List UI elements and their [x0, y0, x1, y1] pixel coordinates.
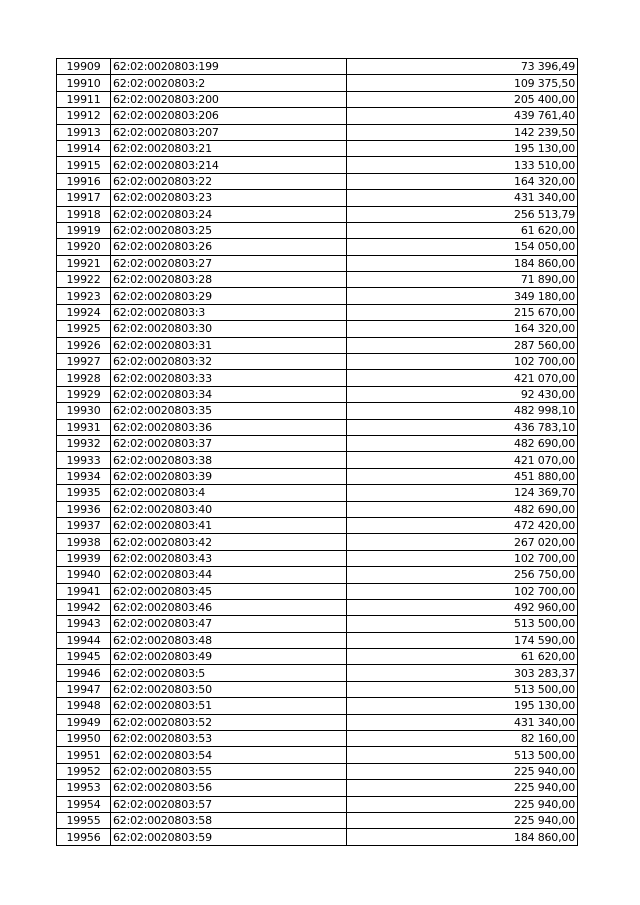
row-number: 19934: [57, 468, 111, 484]
table-row: [57, 222, 578, 238]
table-row: [57, 272, 578, 288]
cadastral-value: 184 860,00: [347, 255, 578, 271]
table-row: [57, 91, 578, 107]
cadastral-number: 62:02:0020803:43: [111, 550, 347, 566]
cadastral-number: 62:02:0020803:33: [111, 370, 347, 386]
table-row: [57, 517, 578, 533]
cadastral-number: 62:02:0020803:46: [111, 599, 347, 615]
row-number: 19937: [57, 517, 111, 533]
table-row: [57, 59, 578, 75]
table-row: [57, 698, 578, 714]
table-row: [57, 255, 578, 271]
table-row: [57, 354, 578, 370]
cadastral-value: 482 690,00: [347, 501, 578, 517]
table-row: [57, 681, 578, 697]
cadastral-value: 225 940,00: [347, 796, 578, 812]
cadastral-value: 256 513,79: [347, 206, 578, 222]
table-row: [57, 485, 578, 501]
table-row: [57, 108, 578, 124]
table-row: [57, 599, 578, 615]
table-row: [57, 501, 578, 517]
table-row: [57, 468, 578, 484]
table-row: [57, 550, 578, 566]
row-number: 19947: [57, 681, 111, 697]
row-number: 19912: [57, 108, 111, 124]
row-number: 19940: [57, 567, 111, 583]
cadastral-value: 287 560,00: [347, 337, 578, 353]
row-number: 19949: [57, 714, 111, 730]
row-number: 19919: [57, 222, 111, 238]
cadastral-value: 421 070,00: [347, 370, 578, 386]
cadastral-number: 62:02:0020803:41: [111, 517, 347, 533]
row-number: 19927: [57, 354, 111, 370]
cadastral-number: 62:02:0020803:23: [111, 190, 347, 206]
row-number: 19945: [57, 649, 111, 665]
table-row: [57, 370, 578, 386]
table-row: [57, 386, 578, 402]
cadastral-value: 154 050,00: [347, 239, 578, 255]
cadastral-number: 62:02:0020803:50: [111, 681, 347, 697]
cadastral-value: 71 890,00: [347, 272, 578, 288]
cadastral-value: 124 369,70: [347, 485, 578, 501]
row-number: 19950: [57, 731, 111, 747]
cadastral-number: 62:02:0020803:27: [111, 255, 347, 271]
table-row: [57, 731, 578, 747]
cadastral-number: 62:02:0020803:21: [111, 140, 347, 156]
row-number: 19914: [57, 140, 111, 156]
cadastral-value: 267 020,00: [347, 534, 578, 550]
cadastral-value: 225 940,00: [347, 780, 578, 796]
table-row: [57, 403, 578, 419]
row-number: 19917: [57, 190, 111, 206]
cadastral-number: 62:02:0020803:49: [111, 649, 347, 665]
table-row: [57, 714, 578, 730]
cadastral-number: 62:02:0020803:30: [111, 321, 347, 337]
table-row: [57, 812, 578, 828]
cadastral-number: 62:02:0020803:3: [111, 304, 347, 320]
cadastral-value: 513 500,00: [347, 681, 578, 697]
cadastral-value: 73 396,49: [347, 59, 578, 75]
cadastral-number: 62:02:0020803:39: [111, 468, 347, 484]
cadastral-value: 205 400,00: [347, 91, 578, 107]
cadastral-value: 215 670,00: [347, 304, 578, 320]
cadastral-number: 62:02:0020803:25: [111, 222, 347, 238]
cadastral-number: 62:02:0020803:5: [111, 665, 347, 681]
table-row: [57, 435, 578, 451]
table-row: [57, 747, 578, 763]
cadastral-value: 431 340,00: [347, 190, 578, 206]
row-number: 19946: [57, 665, 111, 681]
cadastral-value: 61 620,00: [347, 222, 578, 238]
row-number: 19948: [57, 698, 111, 714]
cadastral-value: 164 320,00: [347, 173, 578, 189]
row-number: 19929: [57, 386, 111, 402]
table-row: [57, 124, 578, 140]
row-number: 19913: [57, 124, 111, 140]
cadastral-value: 256 750,00: [347, 567, 578, 583]
cadastral-number: 62:02:0020803:47: [111, 616, 347, 632]
row-number: 19923: [57, 288, 111, 304]
row-number: 19920: [57, 239, 111, 255]
row-number: 19938: [57, 534, 111, 550]
cadastral-value: 61 620,00: [347, 649, 578, 665]
cadastral-number: 62:02:0020803:22: [111, 173, 347, 189]
cadastral-value: 142 239,50: [347, 124, 578, 140]
table-row: [57, 665, 578, 681]
table-row: [57, 534, 578, 550]
table-row: [57, 583, 578, 599]
cadastral-number: 62:02:0020803:58: [111, 812, 347, 828]
cadastral-number: 62:02:0020803:55: [111, 763, 347, 779]
cadastral-value: 82 160,00: [347, 731, 578, 747]
cadastral-value: 513 500,00: [347, 747, 578, 763]
cadastral-value: 482 998,10: [347, 403, 578, 419]
row-number: 19935: [57, 485, 111, 501]
cadastral-number: 62:02:0020803:4: [111, 485, 347, 501]
row-number: 19925: [57, 321, 111, 337]
cadastral-number: 62:02:0020803:32: [111, 354, 347, 370]
cadastral-number: 62:02:0020803:207: [111, 124, 347, 140]
table-body: [57, 59, 578, 846]
table-row: [57, 649, 578, 665]
cadastral-number: 62:02:0020803:206: [111, 108, 347, 124]
cadastral-value: 225 940,00: [347, 763, 578, 779]
table-row: [57, 452, 578, 468]
row-number: 19955: [57, 812, 111, 828]
cadastral-number: 62:02:0020803:29: [111, 288, 347, 304]
cadastral-number: 62:02:0020803:52: [111, 714, 347, 730]
row-number: 19951: [57, 747, 111, 763]
cadastral-value: 195 130,00: [347, 698, 578, 714]
cadastral-value: 102 700,00: [347, 583, 578, 599]
cadastral-value: 439 761,40: [347, 108, 578, 124]
table-row: [57, 419, 578, 435]
cadastral-value: 195 130,00: [347, 140, 578, 156]
row-number: 19916: [57, 173, 111, 189]
cadastral-value: 164 320,00: [347, 321, 578, 337]
cadastral-number: 62:02:0020803:38: [111, 452, 347, 468]
cadastral-number: 62:02:0020803:2: [111, 75, 347, 91]
cadastral-value-table: [56, 58, 578, 846]
cadastral-number: 62:02:0020803:48: [111, 632, 347, 648]
cadastral-value: 184 860,00: [347, 829, 578, 845]
table-row: [57, 321, 578, 337]
cadastral-number: 62:02:0020803:51: [111, 698, 347, 714]
cadastral-number: 62:02:0020803:35: [111, 403, 347, 419]
row-number: 19915: [57, 157, 111, 173]
cadastral-value: 102 700,00: [347, 550, 578, 566]
cadastral-value: 482 690,00: [347, 435, 578, 451]
row-number: 19921: [57, 255, 111, 271]
table-row: [57, 567, 578, 583]
row-number: 19922: [57, 272, 111, 288]
table-row: [57, 304, 578, 320]
row-number: 19956: [57, 829, 111, 845]
cadastral-number: 62:02:0020803:214: [111, 157, 347, 173]
row-number: 19918: [57, 206, 111, 222]
table-row: [57, 829, 578, 845]
row-number: 19943: [57, 616, 111, 632]
cadastral-value: 109 375,50: [347, 75, 578, 91]
cadastral-number: 62:02:0020803:26: [111, 239, 347, 255]
cadastral-value: 174 590,00: [347, 632, 578, 648]
row-number: 19910: [57, 75, 111, 91]
row-number: 19953: [57, 780, 111, 796]
row-number: 19909: [57, 59, 111, 75]
cadastral-value: 492 960,00: [347, 599, 578, 615]
cadastral-number: 62:02:0020803:199: [111, 59, 347, 75]
cadastral-number: 62:02:0020803:44: [111, 567, 347, 583]
cadastral-number: 62:02:0020803:34: [111, 386, 347, 402]
cadastral-number: 62:02:0020803:57: [111, 796, 347, 812]
table-row: [57, 796, 578, 812]
cadastral-value: 513 500,00: [347, 616, 578, 632]
cadastral-value: 421 070,00: [347, 452, 578, 468]
cadastral-value: 349 180,00: [347, 288, 578, 304]
cadastral-value: 92 430,00: [347, 386, 578, 402]
table-row: [57, 632, 578, 648]
table-row: [57, 780, 578, 796]
cadastral-number: 62:02:0020803:40: [111, 501, 347, 517]
table-row: [57, 288, 578, 304]
row-number: 19930: [57, 403, 111, 419]
table-row: [57, 173, 578, 189]
cadastral-number: 62:02:0020803:36: [111, 419, 347, 435]
row-number: 19926: [57, 337, 111, 353]
table-row: [57, 140, 578, 156]
row-number: 19942: [57, 599, 111, 615]
table-row: [57, 763, 578, 779]
table-row: [57, 157, 578, 173]
row-number: 19939: [57, 550, 111, 566]
cadastral-number: 62:02:0020803:42: [111, 534, 347, 550]
row-number: 19932: [57, 435, 111, 451]
cadastral-number: 62:02:0020803:45: [111, 583, 347, 599]
table-row: [57, 75, 578, 91]
cadastral-value: 303 283,37: [347, 665, 578, 681]
row-number: 19952: [57, 763, 111, 779]
row-number: 19933: [57, 452, 111, 468]
row-number: 19944: [57, 632, 111, 648]
cadastral-number: 62:02:0020803:56: [111, 780, 347, 796]
row-number: 19924: [57, 304, 111, 320]
table-row: [57, 616, 578, 632]
row-number: 19911: [57, 91, 111, 107]
cadastral-number: 62:02:0020803:24: [111, 206, 347, 222]
cadastral-value: 225 940,00: [347, 812, 578, 828]
cadastral-number: 62:02:0020803:31: [111, 337, 347, 353]
row-number: 19931: [57, 419, 111, 435]
table-row: [57, 206, 578, 222]
cadastral-value: 472 420,00: [347, 517, 578, 533]
row-number: 19928: [57, 370, 111, 386]
table-row: [57, 190, 578, 206]
row-number: 19941: [57, 583, 111, 599]
cadastral-value: 102 700,00: [347, 354, 578, 370]
cadastral-number: 62:02:0020803:28: [111, 272, 347, 288]
row-number: 19954: [57, 796, 111, 812]
cadastral-number: 62:02:0020803:200: [111, 91, 347, 107]
table-row: [57, 239, 578, 255]
cadastral-value: 431 340,00: [347, 714, 578, 730]
cadastral-value: 451 880,00: [347, 468, 578, 484]
cadastral-number: 62:02:0020803:59: [111, 829, 347, 845]
table-row: [57, 337, 578, 353]
cadastral-value: 436 783,10: [347, 419, 578, 435]
row-number: 19936: [57, 501, 111, 517]
cadastral-value: 133 510,00: [347, 157, 578, 173]
cadastral-number: 62:02:0020803:37: [111, 435, 347, 451]
cadastral-number: 62:02:0020803:53: [111, 731, 347, 747]
cadastral-number: 62:02:0020803:54: [111, 747, 347, 763]
